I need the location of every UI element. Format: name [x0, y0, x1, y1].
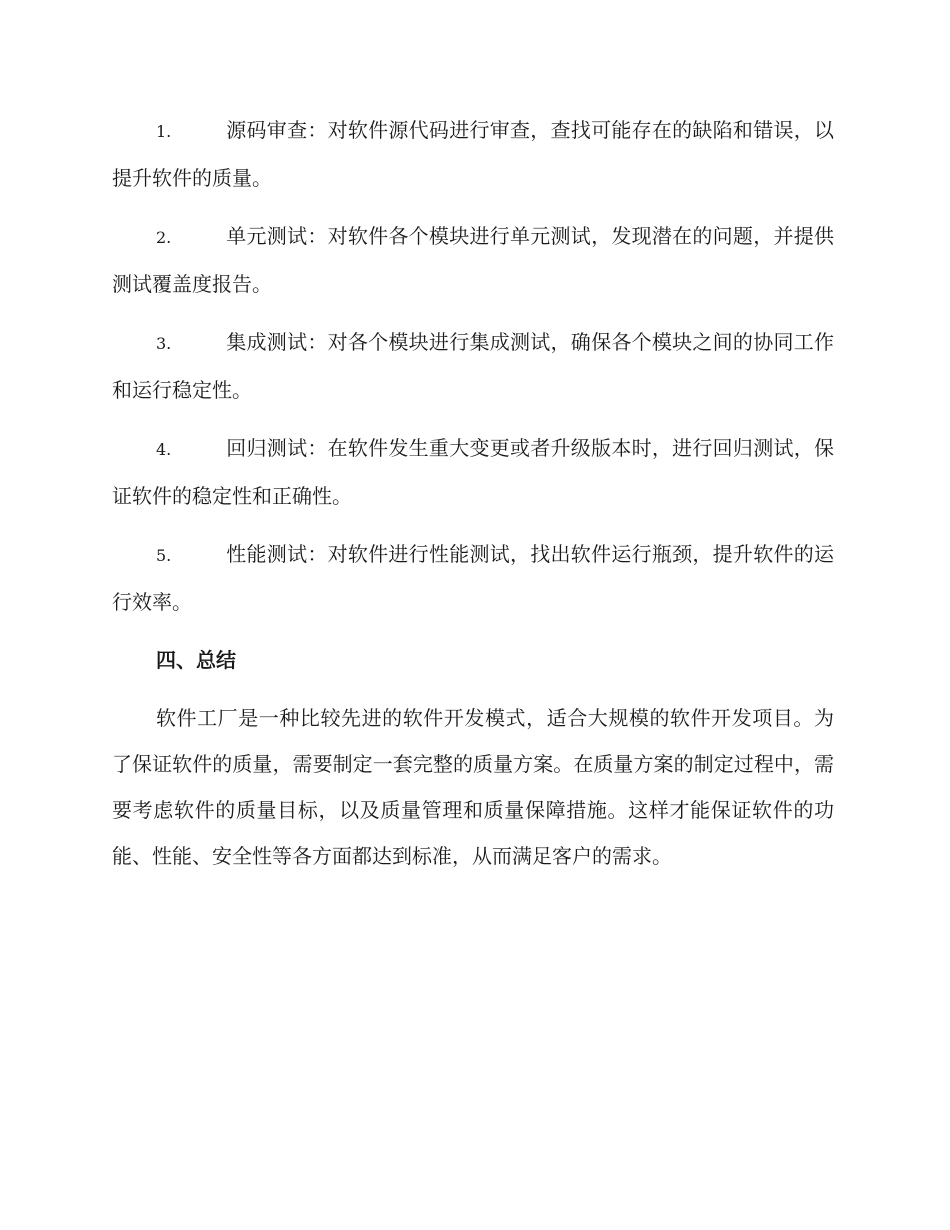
list-item-text: 源码审查：对软件源代码进行审查，查找可能存在的缺陷和错误，以提升软件的质量。 — [112, 118, 834, 190]
list-item-number: 2. — [156, 228, 172, 247]
list-item — [112, 213, 834, 307]
list-item-text: 回归测试：在软件发生重大变更或者升级版本时，进行回归测试，保证软件的稳定性和正确性。 — [112, 436, 834, 508]
list-item-number: 1. — [156, 122, 172, 141]
list-item-text: 集成测试：对各个模块进行集成测试，确保各个模块之间的协同工作和运行稳定性。 — [112, 330, 834, 402]
summary-paragraph: 软件工厂是一种比较先进的软件开发模式，适合大规模的软件开发项目。为了保证软件的质量，需要制定一套完整的质量方案。在质量方案的制定过程中，需要考虑软件的质量目标，以及质量管理和质量保障措施。这样才能保证软件的功能、性能、安全性等各方面都达到标准，从而满足客户的需求。 — [112, 706, 834, 868]
list-item — [112, 531, 834, 625]
list-item — [112, 319, 834, 413]
list-item-text: 性能测试：对软件进行性能测试，找出软件运行瓶颈，提升软件的运行效率。 — [112, 542, 834, 614]
document-content — [112, 107, 834, 879]
list-item-number: 3. — [156, 334, 172, 353]
section-heading: 四、总结 — [156, 648, 236, 672]
list-item-text: 单元测试：对软件各个模块进行单元测试，发现潜在的问题，并提供测试覆盖度报告。 — [112, 224, 834, 296]
list-item-number: 4. — [156, 440, 172, 459]
list-item — [112, 107, 834, 201]
list-item — [112, 425, 834, 519]
list-item-number: 5. — [156, 546, 172, 565]
